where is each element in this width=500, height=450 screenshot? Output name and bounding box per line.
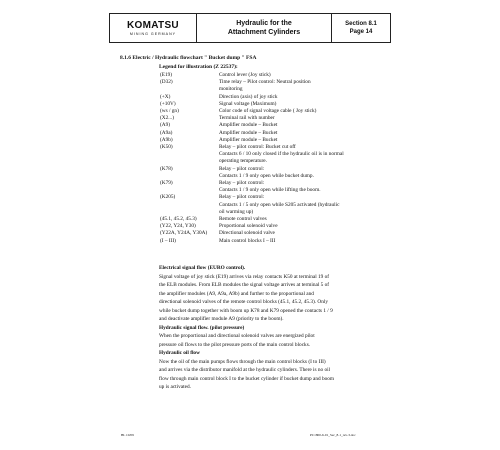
legend-row bbox=[160, 158, 400, 165]
legend-value: Terminal rail with number bbox=[219, 115, 275, 122]
section-number: Section 8.1 bbox=[345, 21, 377, 27]
paragraph-line: the amplifier modules (A9, A9a, A9b) and further to the proportional and bbox=[159, 290, 314, 297]
paragraph-line: Now the oil of the main pumps flows through the main control blocks (I to III) bbox=[159, 358, 326, 365]
paragraph-line: up is activated. bbox=[159, 384, 191, 390]
paragraph-line: and deactivate amplifier module A9 (priority to the boom). bbox=[159, 316, 284, 322]
legend-key: (A9) bbox=[160, 122, 171, 129]
paragraph-line: flow through main control block I to the bucket cylinder if bucket dump and boom bbox=[159, 375, 335, 382]
legend-value: Relay – pilot control: bbox=[219, 165, 265, 172]
legend-value: Amplifier module – Bucket bbox=[219, 136, 278, 143]
legend-value: Amplifier module – Bucket bbox=[219, 122, 278, 129]
legend-row bbox=[160, 194, 400, 201]
logo-wordmark: KOMATSU bbox=[127, 20, 179, 31]
legend-value: Main control blocks I – III bbox=[219, 237, 276, 244]
subsection-title: Electrical signal flow (EURO control). bbox=[159, 265, 246, 271]
legend-value: Contacts 6 / 10 only closed if the hydraulic oil is in normal bbox=[219, 151, 344, 158]
paragraph-line: Signal voltage of joy stick (E19) arrives via relay contacts K50 at terminal 19 of bbox=[159, 273, 330, 280]
legend-key bbox=[160, 209, 219, 216]
legend-row bbox=[160, 94, 400, 101]
legend-row bbox=[160, 209, 400, 216]
paragraph-line: directional solenoid valves of the remote control blocks (45.1, 45.2, 45.3). Only bbox=[159, 299, 329, 305]
legend-key: (K78) bbox=[160, 165, 173, 172]
legend-value: oil warming up) bbox=[219, 208, 254, 215]
section-heading: 8.1.6 Electric / Hydraulic flowchart " Bucket dump " FSA bbox=[120, 55, 257, 61]
legend-value: Remote control valves bbox=[219, 216, 267, 223]
legend-key bbox=[160, 202, 219, 209]
legend-value: monitoring bbox=[219, 86, 243, 93]
legend-value: Direction (axis) of joy stick bbox=[219, 93, 278, 100]
legend-key: (+10V) bbox=[160, 100, 176, 107]
legend-row bbox=[160, 166, 400, 173]
logo-subtitle: MINING GERMANY bbox=[129, 32, 177, 36]
legend-value: operating temperature. bbox=[219, 158, 267, 165]
legend-key: (D32) bbox=[160, 79, 173, 86]
legend-key: (A9a) bbox=[160, 129, 173, 136]
title-line-1: Hydraulic for the bbox=[236, 20, 292, 27]
legend-key: (45.1, 45.2, 45.3) bbox=[160, 216, 197, 223]
legend-key bbox=[160, 158, 219, 165]
legend-key: (ws / gn) bbox=[160, 108, 179, 115]
legend-value: Time relay – Pilot control: Neutral position bbox=[219, 79, 311, 86]
body-text bbox=[159, 264, 399, 392]
legend-key: (K50) bbox=[160, 144, 173, 151]
legend-key: (+X) bbox=[160, 93, 171, 100]
legend-key: (E19) bbox=[160, 72, 173, 78]
legend-row bbox=[160, 238, 400, 245]
page-number: Page 14 bbox=[349, 29, 373, 35]
legend-value: Amplifier module – Bucket bbox=[219, 129, 278, 136]
legend-row bbox=[160, 79, 400, 86]
legend-row bbox=[160, 187, 400, 194]
legend-key bbox=[160, 151, 219, 158]
legend-key: (A9b) bbox=[160, 136, 173, 143]
paragraph-line: pressure oil flows to the pilot pressure ports of the main control blocks. bbox=[159, 341, 311, 348]
legend-row bbox=[160, 101, 400, 108]
legend-key: (X2...) bbox=[160, 115, 174, 122]
legend-value: Relay – pilot control: bbox=[219, 194, 265, 201]
subsection-title: Hydraulic signal flow. (pilot pressure) bbox=[159, 324, 245, 331]
legend-row bbox=[160, 202, 400, 209]
legend-row bbox=[160, 230, 400, 237]
paragraph-line: and arrives via the distributor manifold at the hydraulic cylinders. There is no oil bbox=[159, 367, 331, 373]
legend-value: Proportional solenoid valve bbox=[219, 223, 278, 230]
title-line-2: Attachment Cylinders bbox=[227, 29, 301, 36]
legend-title: Legend for illustration (Z 22537): bbox=[159, 64, 238, 70]
paragraph-line: the ELB modules. From ELB modules the signal voltage arrives at terminal 5 of bbox=[159, 282, 330, 288]
legend-row bbox=[160, 137, 400, 144]
legend-value: Signal voltage (Maximum) bbox=[219, 100, 277, 107]
legend-value: Relay – pilot control: bbox=[219, 180, 265, 187]
legend-value: Relay – pilot control: Bucket cut off bbox=[219, 144, 296, 151]
legend-key: (K79) bbox=[160, 180, 173, 187]
legend-key: (I – III) bbox=[160, 237, 176, 244]
legend-row bbox=[160, 108, 400, 115]
legend-key bbox=[160, 86, 219, 93]
legend-value: Control lever (Joy stick) bbox=[219, 72, 271, 78]
footer-right: PC1800-6-01_Sec_8-1_rev-3.doc bbox=[310, 433, 356, 437]
paragraph-line: When the proportional and directional solenoid valves are energized pilot bbox=[159, 333, 315, 339]
legend-value: Directional solenoid valve bbox=[219, 230, 275, 237]
footer-left: BL 10/09 bbox=[121, 433, 134, 437]
legend-key: (Y22A, Y24A, Y30A) bbox=[160, 230, 208, 237]
section-info bbox=[332, 14, 390, 42]
legend-list bbox=[160, 72, 400, 245]
legend-row bbox=[160, 130, 400, 137]
legend-value: Contacts 1 / 9 only open while bucket dump. bbox=[219, 172, 314, 179]
legend-row bbox=[160, 173, 400, 180]
legend-row bbox=[160, 115, 400, 122]
legend-value: Color code of signal voltage cable ( Joy stick) bbox=[219, 108, 317, 115]
legend-key bbox=[160, 173, 219, 180]
legend-row bbox=[160, 122, 400, 129]
paragraph-line: while bucket dump together with boom up K78 and K79 opened the contacts 1 / 9 bbox=[159, 307, 333, 314]
document-header bbox=[109, 13, 391, 43]
legend-value: Contacts 1 / 9 only open while lifting the boom. bbox=[219, 187, 321, 194]
legend-value: Contacts 1 / 5 only open while S205 activated (hydraulic bbox=[219, 201, 340, 208]
legend-row bbox=[160, 72, 400, 79]
legend-row bbox=[160, 86, 400, 93]
document-title bbox=[197, 14, 332, 42]
legend-row bbox=[160, 216, 400, 223]
legend-row bbox=[160, 151, 400, 158]
legend-key: (K205) bbox=[160, 194, 176, 201]
logo bbox=[110, 14, 197, 42]
subsection-title: Hydraulic oil flow bbox=[159, 350, 200, 356]
legend-key: (Y22, Y24, Y30) bbox=[160, 223, 196, 230]
